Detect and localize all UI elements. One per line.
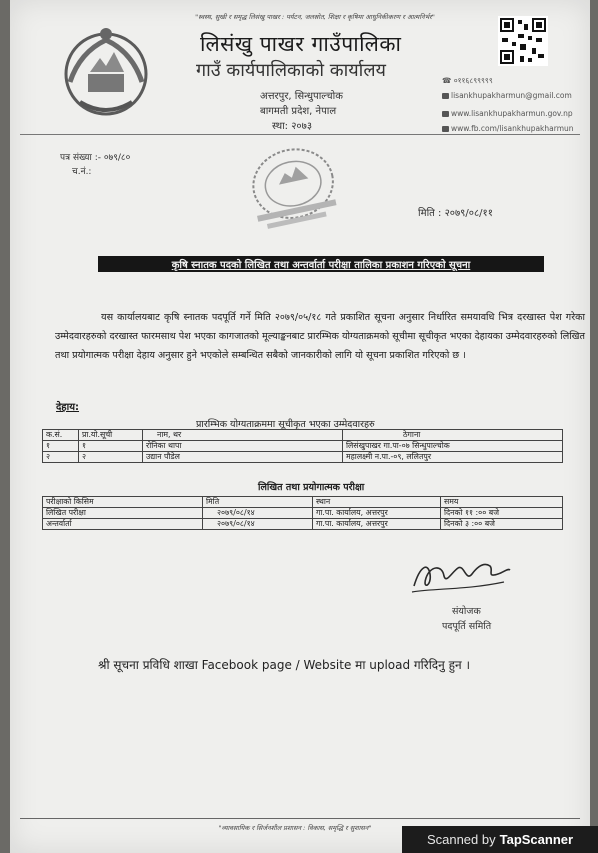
org-name: लिसंखु पाखर गाउँपालिका [200, 32, 402, 56]
column-header: समय [441, 497, 563, 508]
table-cell: लिखित परीक्षा [43, 508, 203, 519]
nepal-emblem-icon [60, 22, 152, 120]
table-row [43, 508, 563, 519]
office-name: गाउँ कार्यपालिकाको कार्यालय [196, 60, 386, 81]
table-cell: २०७९/०८/१४ [203, 519, 313, 530]
table-cell: १ [43, 441, 79, 452]
table-row [43, 441, 563, 452]
scanner-watermark [402, 826, 598, 853]
column-header: ठेगाना [343, 430, 563, 441]
column-header: प्रा.यो.सूची [79, 430, 143, 441]
table-cell: उद्यान पौडेल [143, 452, 343, 463]
signature-icon [406, 552, 516, 600]
facebook-text: www.fb.com/lisankhupakharmun [451, 124, 574, 133]
letter-paper [10, 0, 590, 853]
candidates-table [42, 429, 563, 463]
contact-facebook[interactable] [442, 124, 574, 133]
office-stamp-icon [232, 138, 352, 238]
table-header-row [43, 497, 563, 508]
facebook-icon [442, 126, 449, 132]
header-slogan: "स्वस्थ, सुखी र समृद्ध लिसंखु पाखर : पर्यटन, जलस्रोत, शिक्षा र कृषिमा आधुनिकीकरण र आत्मनिर्भर" [195, 13, 435, 21]
contact-email[interactable] [442, 91, 572, 100]
column-header: क.सं. [43, 430, 79, 441]
exam-table-title: लिखित तथा प्रयोगात्मक परीक्षा [258, 482, 365, 493]
table-cell: गा.पा. कार्यालय, अत्तरपुर [313, 508, 441, 519]
contact-website[interactable] [442, 109, 573, 118]
column-header: स्थान [313, 497, 441, 508]
contact-phone: ☎ ०११६८९९९९९ [442, 76, 493, 85]
scanner-brand: TapScanner [499, 832, 574, 847]
ref-number: पत्र संख्या :- ०७९/८० [60, 153, 131, 163]
table-header-row [43, 430, 563, 441]
dehaya-label: देहाय: [56, 402, 80, 413]
scanner-prefix: Scanned by [426, 832, 496, 847]
table-cell: दिनको ११ :०० बजे [441, 508, 563, 519]
table-cell: महालक्ष्मी न.पा.-०९, ललितपुर [343, 452, 563, 463]
candidates-table-title: प्रारम्भिक योग्यताक्रममा सूचीकृत भएका उम्मेदवारहरु [196, 419, 375, 430]
signatory-title: संयोजक [452, 606, 481, 617]
table-cell: २ [43, 452, 79, 463]
column-header: नाम, थर [143, 430, 343, 441]
qr-code-icon [498, 16, 548, 66]
subject-banner: कृषि स्नातक पदको लिखित तथा अन्तर्वार्ता परीक्षा तालिका प्रकाशन गरिएको सूचना [98, 256, 544, 272]
table-cell: लिसंखुपाखर गा.पा-०७ सिन्धुपाल्चोक [343, 441, 563, 452]
letter-date: मिति : २०७९/०८/११ [418, 208, 493, 219]
upload-request-note: श्री सूचना प्रविधि शाखा Facebook page / Website मा upload गरिदिनु हुन । [98, 658, 471, 672]
column-header: मिति [203, 497, 313, 508]
table-cell: १ [79, 441, 143, 452]
email-text: lisankhupakharmun@gmail.com [451, 91, 572, 100]
dispatch-number: च.नं.: [72, 167, 92, 177]
table-row [43, 452, 563, 463]
email-icon [442, 93, 449, 99]
address-line: बागमती प्रदेश, नेपाल [260, 106, 337, 117]
footer-divider [20, 818, 580, 819]
table-cell: गा.पा. कार्यालय, अत्तरपुर [313, 519, 441, 530]
table-cell: अन्तर्वार्ता [43, 519, 203, 530]
exam-schedule-table [42, 496, 563, 530]
table-row [43, 519, 563, 530]
footer-slogan: "व्यावसायिक र सिर्जनशील प्रशासन : विकास, समृद्धि र सुशासन" [218, 824, 372, 832]
column-header: परीक्षाको किसिम [43, 497, 203, 508]
table-cell: २ [79, 452, 143, 463]
notice-body: यस कार्यालयबाट कृषि स्नातक पदपूर्ति गर्ने मिति २०७९/०५/१८ गते प्रकाशित सूचना अनुसार निर्धारित समयावधि भित्र दरखास्त पेश गरेका उम्मेदवारहरुको दरखास्त फारमसाथ पेश भएका कागजातको मूल्याङ्कनबाट प्रारम्भिक योग्यताक्रमको सूचीमा सूचीकृत भएका देहायका उम्मेदवारहरुको लिखित तथा प्रयोगात्मक परीक्षा देहाय अनुसार हुने भएकोले सम्बन्धित सबैको जानकारीको लागि यो सूचना प्रकाशित गरिएको छ । [55, 312, 585, 361]
table-cell: दिनको ३ :०० बजे [441, 519, 563, 530]
established-line: स्था: २०७३ [272, 121, 313, 132]
table-cell: रोनिका थापा [143, 441, 343, 452]
signatory-committee: पदपूर्ति समिति [442, 621, 492, 632]
header-divider [20, 134, 580, 135]
website-text: www.lisankhupakharmun.gov.np [451, 109, 573, 118]
table-cell: २०७९/०८/१४ [203, 508, 313, 519]
globe-icon [442, 111, 449, 117]
address-line: अत्तरपुर, सिन्धुपाल्चोक [260, 91, 343, 102]
